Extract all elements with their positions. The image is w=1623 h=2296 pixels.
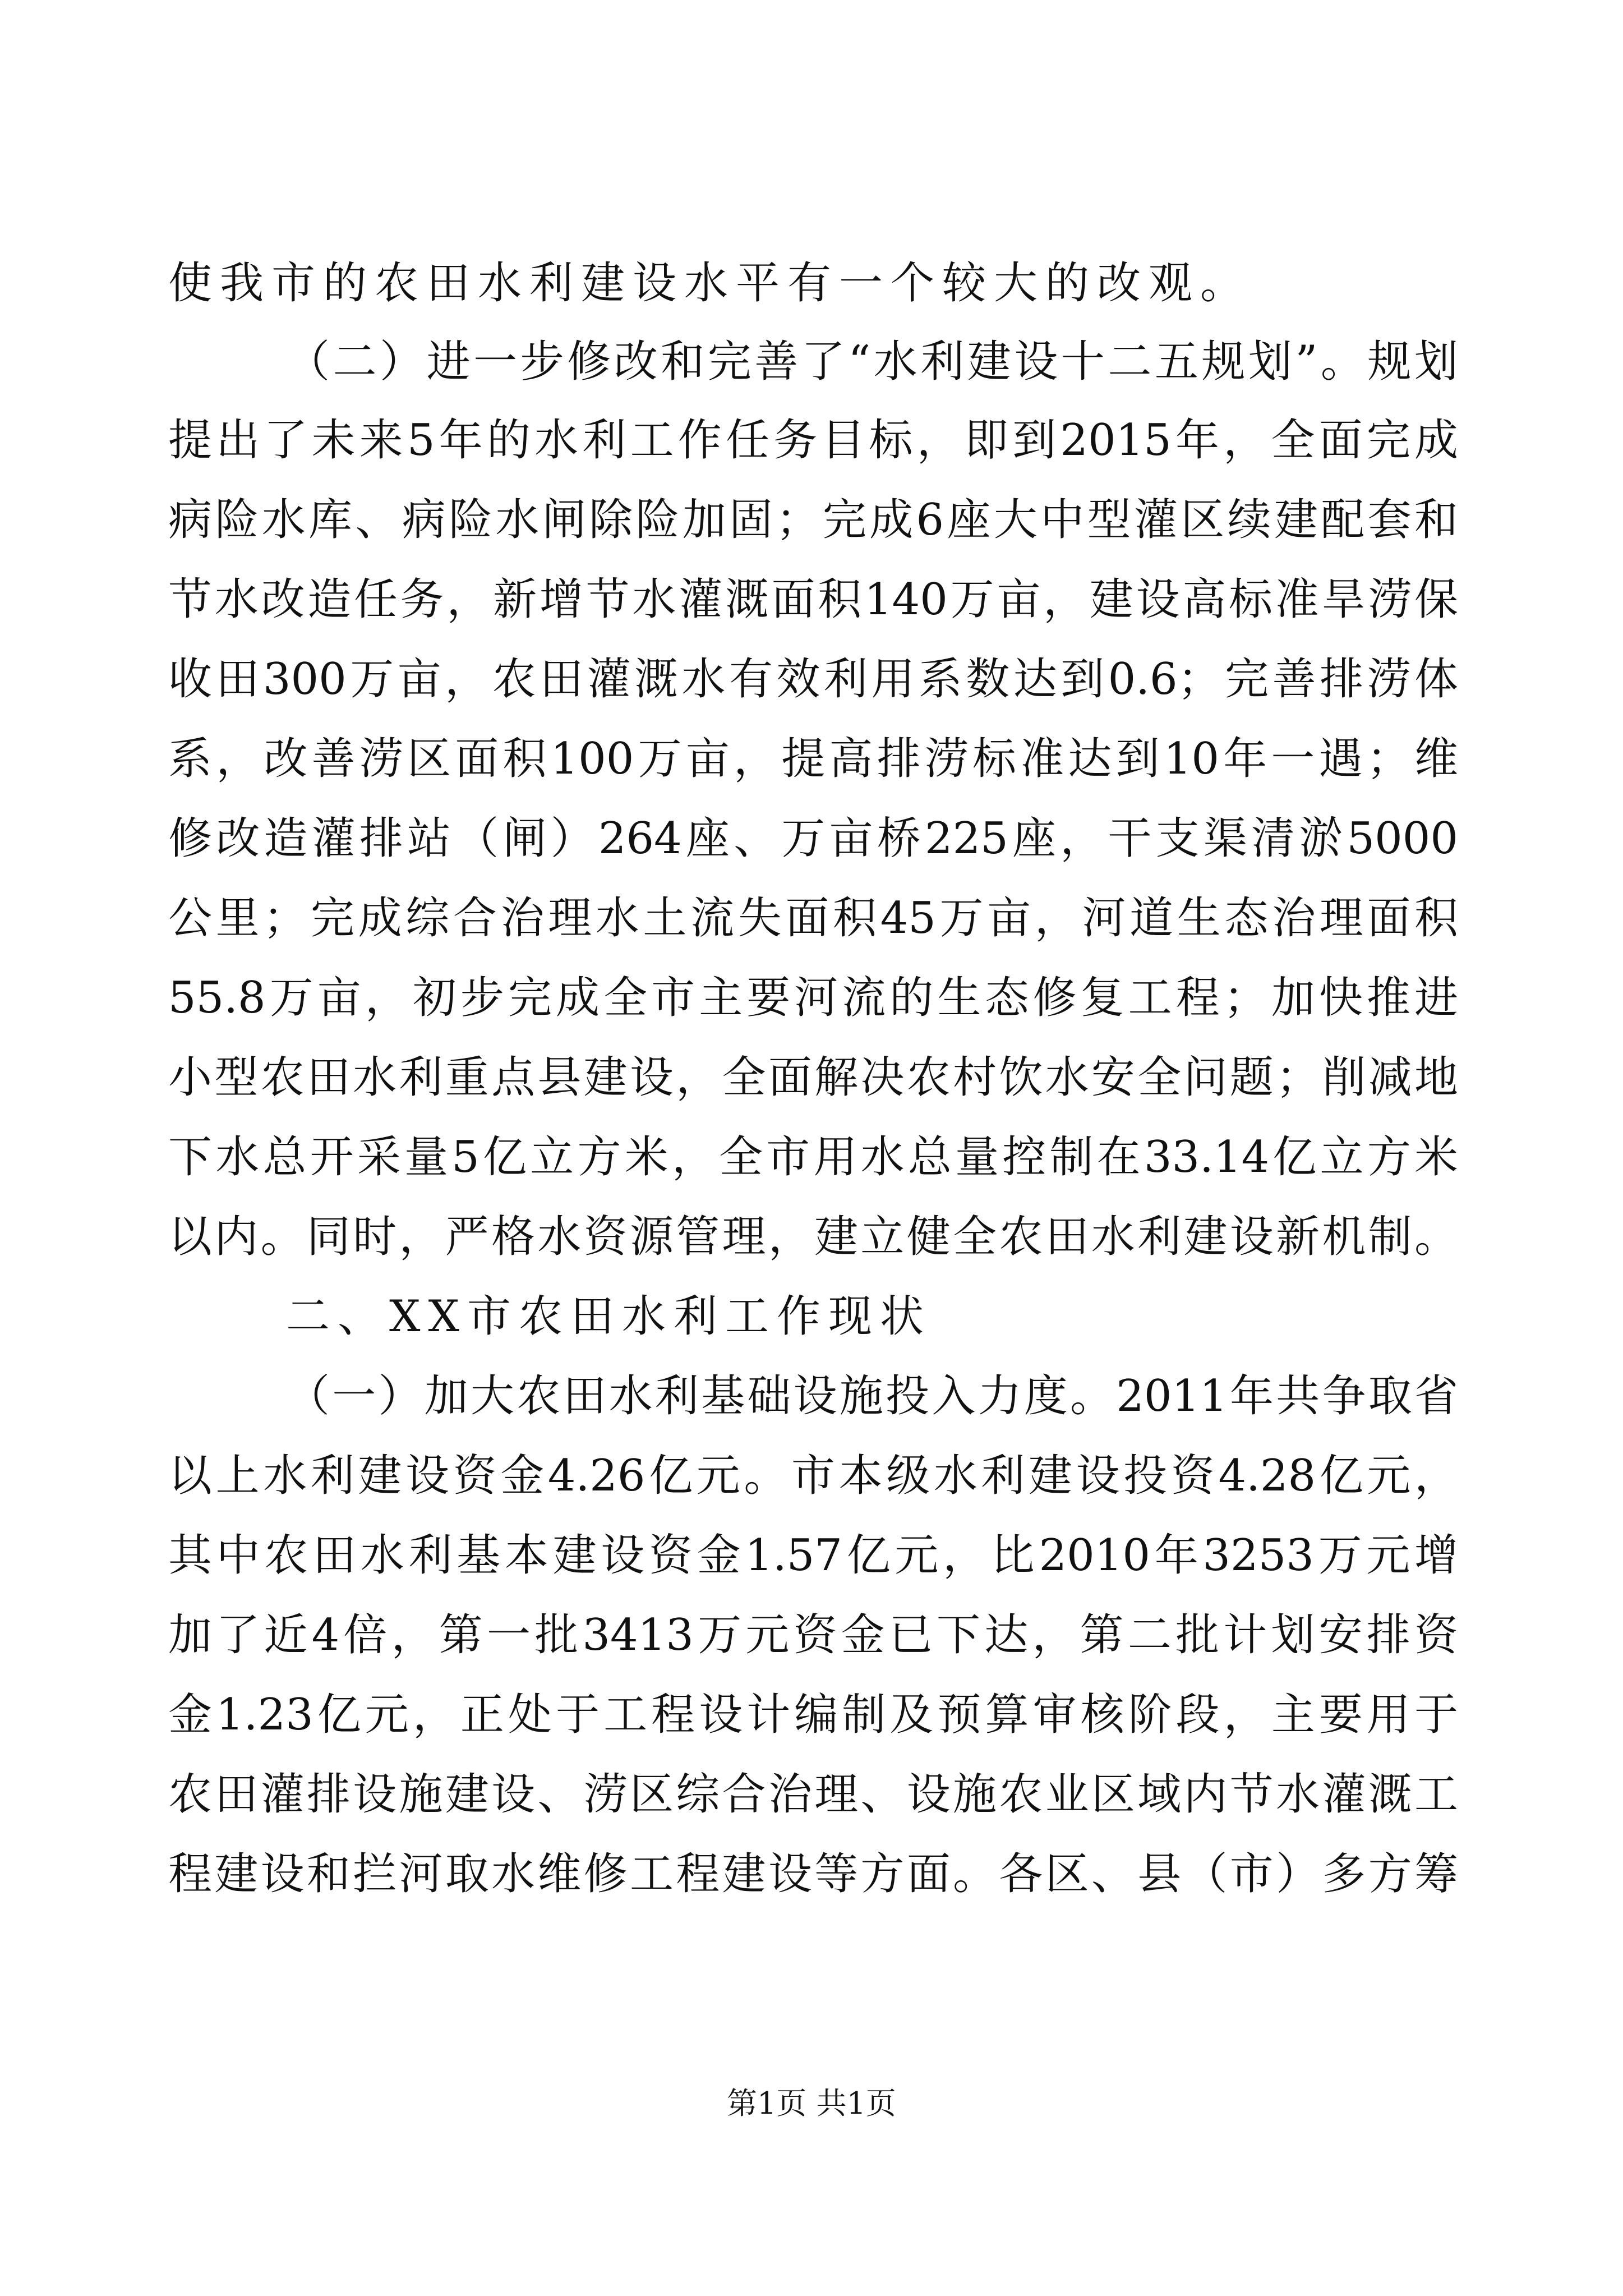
text-line-11: 小型农田水利重点县建设，全面解决农村饮水安全问题；削减地 <box>168 1052 1458 1103</box>
text-line-2: （二）进一步修改和完善了“水利建设十二五规划”。规划 <box>286 337 1458 387</box>
text-line-9: 公里；完成综合治理水土流失面积45万亩，河道生态治理面积 <box>168 893 1458 944</box>
text-line-4: 病险水库、病险水闸除险加固；完成6座大中型灌区续建配套和 <box>168 495 1458 545</box>
text-line-19: 金1.23亿元，正处于工程设计编制及预算审核阶段，主要用于 <box>168 1690 1458 1740</box>
text-line-8: 修改造灌排站（闸）264座、万亩桥225座，干支渠清淤5000 <box>168 813 1458 864</box>
page-footer: 第1页 共1页 <box>727 2086 896 2121</box>
text-line-1: 使我市的农田水利建设水平有一个较大的改观。 <box>168 258 1252 309</box>
text-line-10: 55.8万亩，初步完成全市主要河流的生态修复工程；加快推进 <box>168 973 1458 1023</box>
section-heading: 二、XX市农田水利工作现状 <box>286 1291 932 1342</box>
text-line-17: 其中农田水利基本建设资金1.57亿元，比2010年3253万元增 <box>168 1530 1458 1581</box>
text-line-13: 以内。同时，严格水资源管理，建立健全农田水利建设新机制。 <box>168 1212 1458 1262</box>
text-line-3: 提出了未来5年的水利工作任务目标，即到2015年，全面完成 <box>168 415 1458 466</box>
text-line-6: 收田300万亩，农田灌溉水有效利用系数达到0.6；完善排涝体 <box>168 654 1458 705</box>
text-line-16: 以上水利建设资金4.26亿元。市本级水利建设投资4.28亿元， <box>168 1451 1458 1501</box>
text-line-20: 农田灌排设施建设、涝区综合治理、设施农业区域内节水灌溉工 <box>168 1769 1458 1820</box>
text-line-7: 系，改善涝区面积100万亩，提高排涝标准达到10年一遇；维 <box>168 734 1458 784</box>
text-line-18: 加了近4倍，第一批3413万元资金已下达，第二批计划安排资 <box>168 1610 1458 1660</box>
text-line-15: （一）加大农田水利基础设施投入力度。2011年共争取省 <box>286 1371 1458 1421</box>
text-line-21: 程建设和拦河取水维修工程建设等方面。各区、县（市）多方筹 <box>168 1849 1458 1899</box>
text-line-12: 下水总开采量5亿立方米，全市用水总量控制在33.14亿立方米 <box>168 1132 1458 1182</box>
text-line-5: 节水改造任务，新增节水灌溉面积140万亩，建设高标准旱涝保 <box>168 574 1458 625</box>
